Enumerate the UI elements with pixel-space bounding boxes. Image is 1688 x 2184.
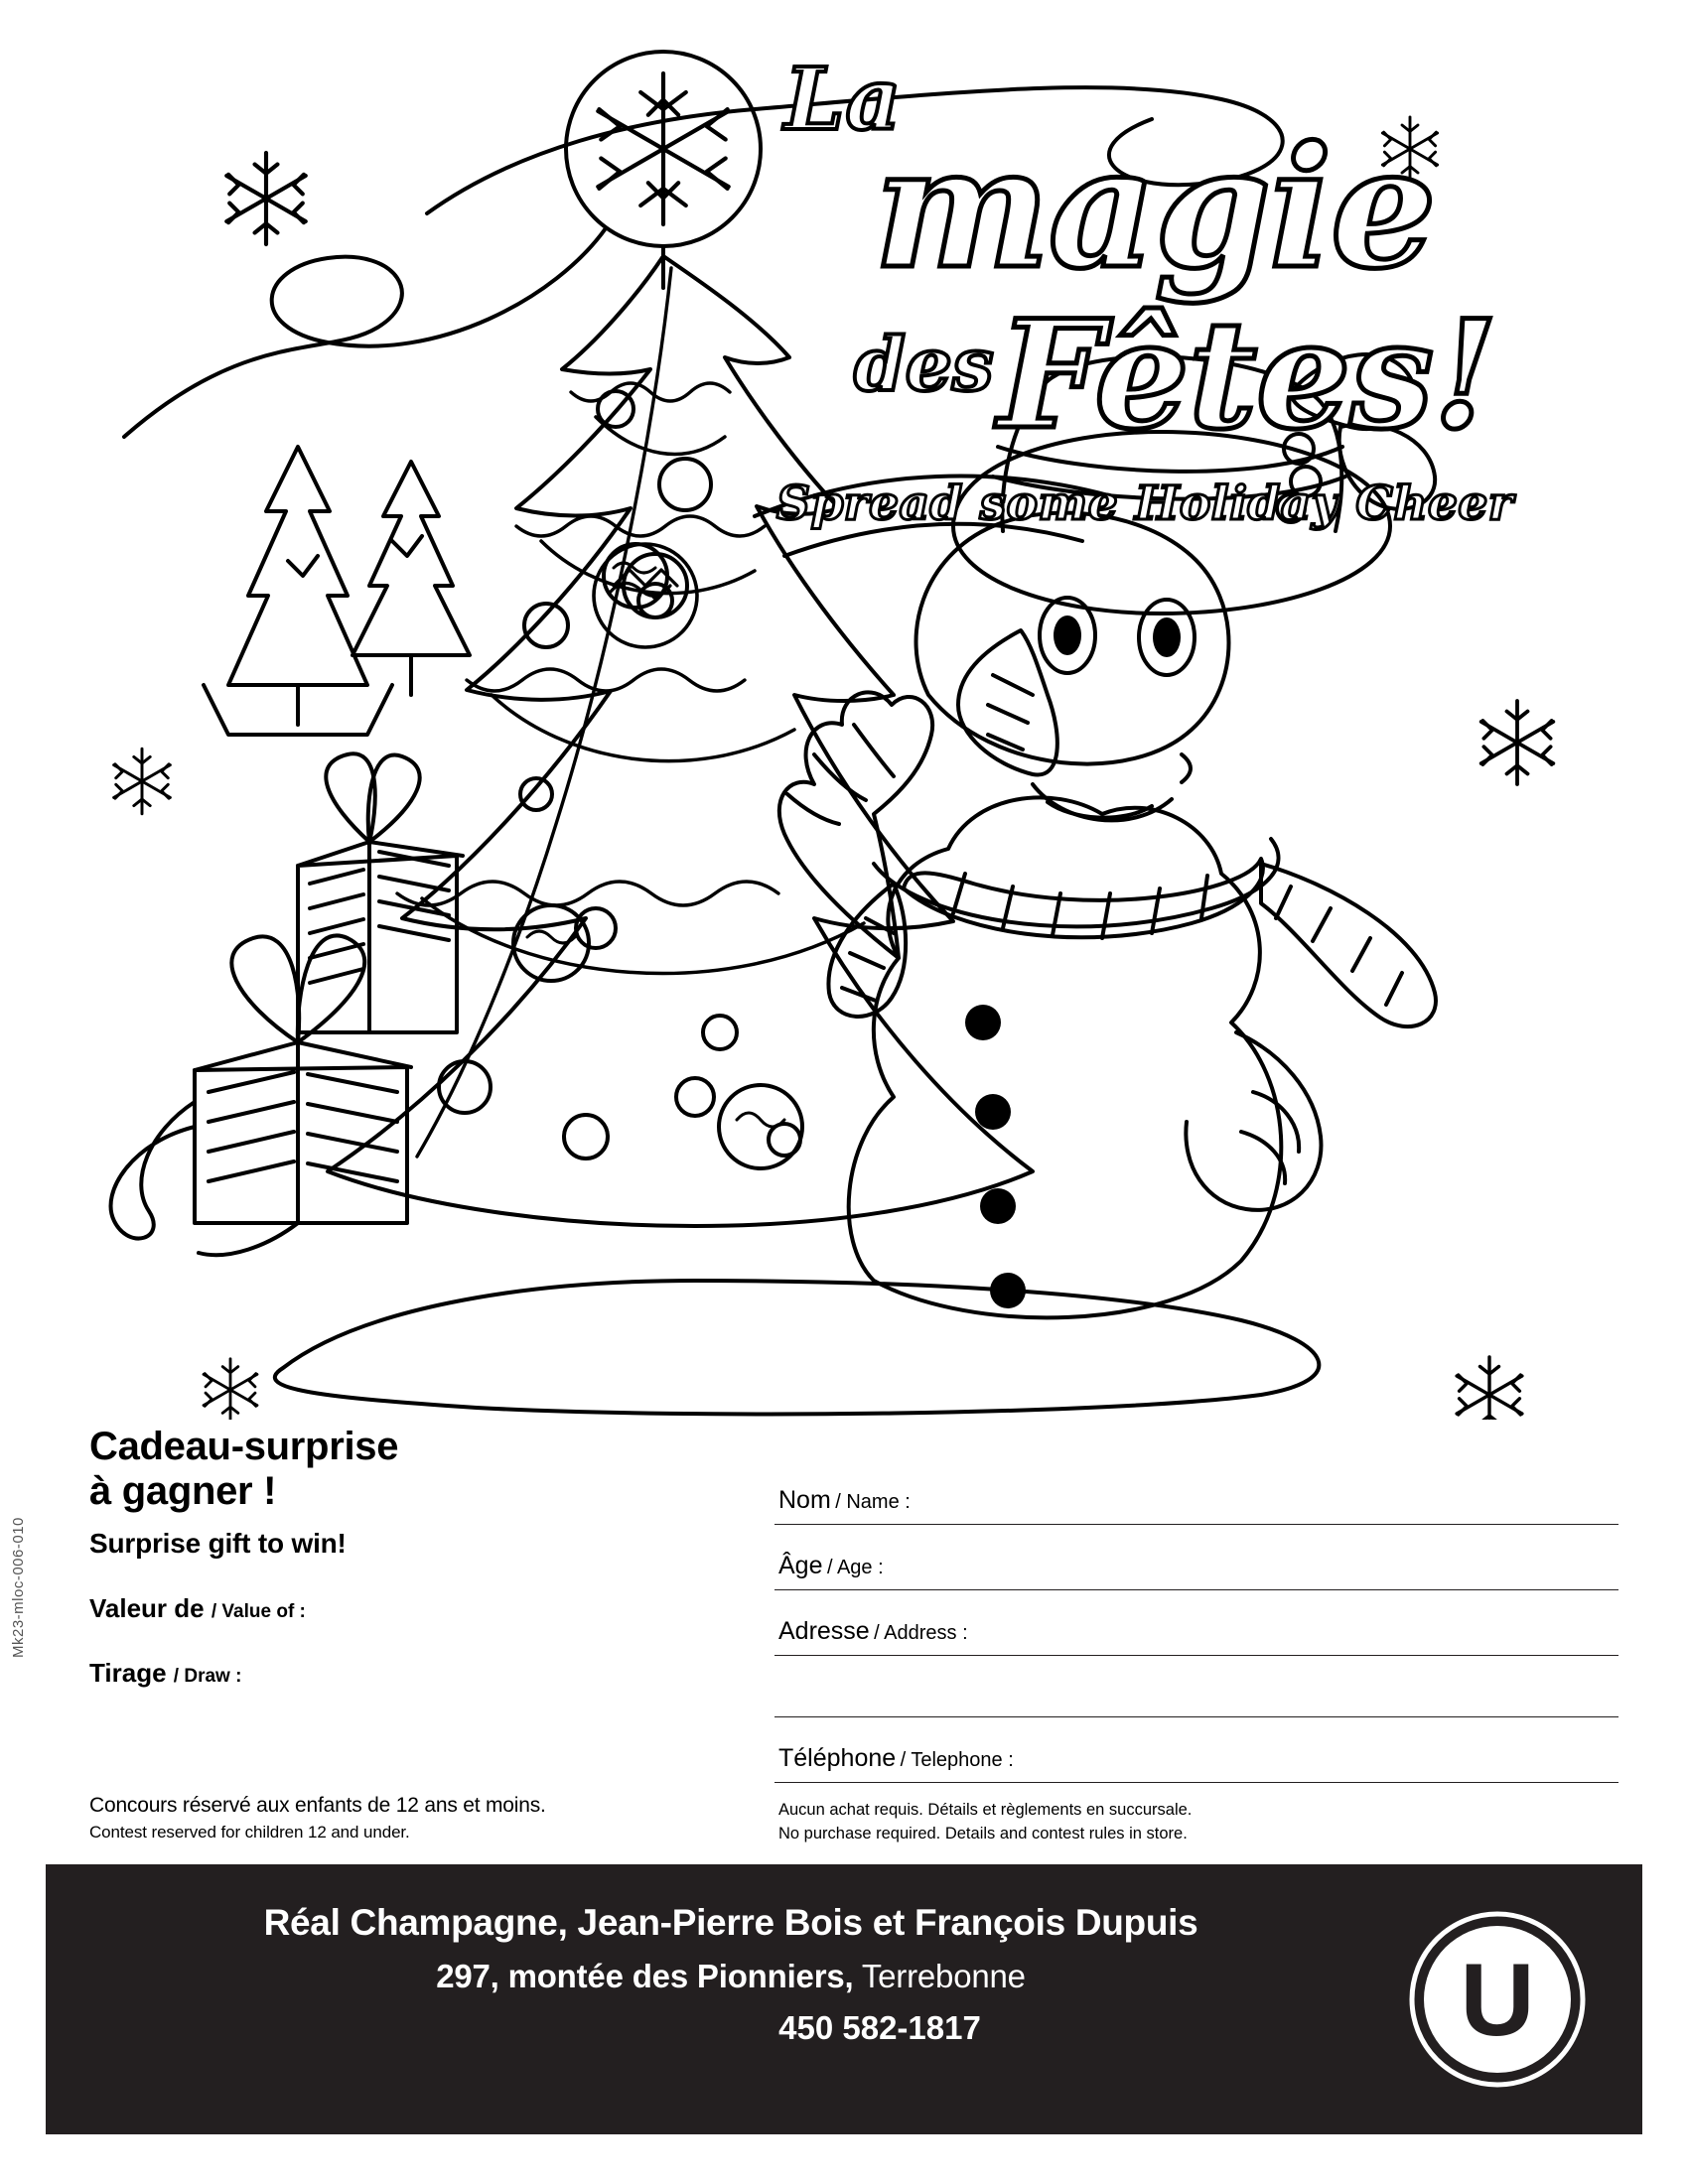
title-des: des xyxy=(854,323,994,408)
store-address-street: 297, montée des Pionniers, xyxy=(436,1958,854,1994)
gift-boxes xyxy=(111,753,463,1255)
field-address[interactable] xyxy=(774,1590,1618,1656)
prize-heading-fr-line1: Cadeau-surprise xyxy=(89,1425,399,1468)
contest-rules-en: No purchase required. Details and contest rules in store. xyxy=(778,1824,1188,1843)
christmas-tree xyxy=(328,256,1033,1226)
store-footer xyxy=(46,1864,1642,2134)
prize-draw-fr: Tirage xyxy=(89,1657,167,1688)
field-age-label-en: / Age : xyxy=(826,1557,884,1578)
document-code: Mk23-mloc-006-010 xyxy=(10,1517,27,1658)
eligibility-fr: Concours réservé aux enfants de 12 ans et moins. xyxy=(89,1794,546,1817)
prize-draw-line xyxy=(89,1658,745,1689)
prize-value-en: / Value of : xyxy=(211,1600,306,1622)
field-address-line2[interactable] xyxy=(774,1656,1618,1717)
field-phone-label xyxy=(778,1744,1014,1773)
field-address-label-en: / Address : xyxy=(874,1622,968,1644)
prize-heading-en: Surprise gift to win! xyxy=(89,1527,347,1559)
prize-value-line xyxy=(89,1593,745,1624)
field-address-label xyxy=(778,1617,968,1646)
uniprix-logo-icon xyxy=(1408,1910,1587,2089)
field-name-label xyxy=(778,1486,911,1515)
field-name[interactable] xyxy=(774,1459,1618,1525)
contest-eligibility xyxy=(89,1794,725,1843)
entry-form[interactable] xyxy=(774,1459,1618,1846)
field-phone-rule[interactable] xyxy=(774,1782,1618,1783)
field-phone[interactable] xyxy=(774,1717,1618,1783)
title-tagline: Spread some Holiday Cheer xyxy=(776,477,1514,531)
field-age[interactable] xyxy=(774,1525,1618,1590)
wind-swirls xyxy=(124,87,1283,556)
contest-rules-fr: Aucun achat requis. Détails et règlements en succursale. xyxy=(778,1801,1193,1819)
field-name-label-en: / Name : xyxy=(835,1491,911,1513)
field-phone-label-fr: Téléphone xyxy=(778,1744,897,1772)
title-la: La xyxy=(784,50,903,150)
prize-value-fr: Valeur de xyxy=(89,1592,205,1623)
store-phone: 450 582-1817 xyxy=(778,2009,981,2046)
prize-info xyxy=(89,1425,745,1842)
logo-letter-u: U xyxy=(1460,1943,1535,2058)
field-address-label-fr: Adresse xyxy=(778,1617,870,1645)
contest-rules xyxy=(778,1799,1618,1846)
field-name-label-fr: Nom xyxy=(778,1486,831,1514)
store-info xyxy=(46,1902,1416,2047)
eligibility-en: Contest reserved for children 12 and under. xyxy=(89,1823,410,1842)
tree-topper-snowflake xyxy=(566,52,761,288)
snowman xyxy=(779,354,1436,1317)
field-age-label xyxy=(778,1552,884,1580)
prize-draw-en: / Draw : xyxy=(173,1665,242,1687)
prize-heading-fr-line2: à gagner ! xyxy=(89,1468,277,1513)
field-phone-label-en: / Telephone : xyxy=(900,1749,1014,1771)
store-address-city: Terrebonne xyxy=(861,1958,1026,1994)
background-trees xyxy=(204,447,470,735)
store-address xyxy=(46,1958,1416,1995)
store-owners: Réal Champagne, Jean-Pierre Bois et François Dupuis xyxy=(263,1902,1198,1943)
title-fetes: Fêtes! xyxy=(998,288,1497,463)
title-magie: magie xyxy=(874,109,1435,306)
field-age-label-fr: Âge xyxy=(778,1552,823,1579)
prize-heading-fr xyxy=(89,1425,745,1514)
